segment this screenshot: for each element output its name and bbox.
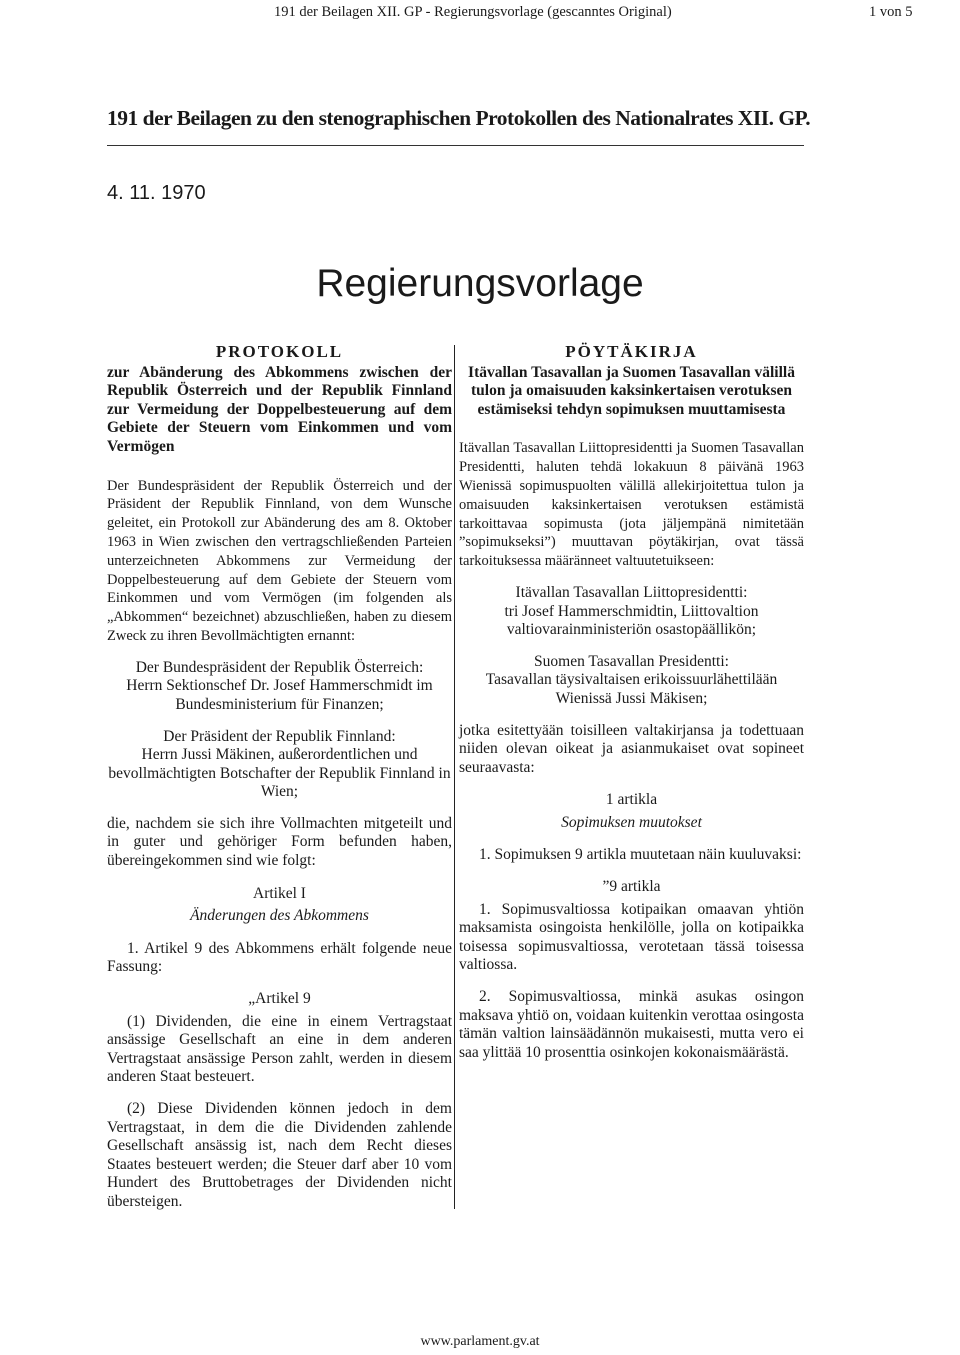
german-preamble: Der Bundespräsident der Republik Österreich und der Präsident der Republik Finnland, von dem Wunsche geleitet, ein Protokoll zur Abänderung des am 8. Oktober 1963 in Wien zwischen den vertragschließenden Parteien unterzeichneten Abkommens zur Vermeidung der Doppelbesteuerung auf dem Gebiete der Steuern vom Einkommen und vom Vermögen (im folgenden als „Abkommen“ bezeichnet) abzuschließen, haben zu diesem Zweck zu ihren Bevollmächtigten ernannt:: [107, 477, 452, 644]
finnish-agreement-clause: jotka esitettyään toisilleen valtakirjansa ja todettuaan niiden olevan oikeat ja asianmukaiset ovat sopineet seuraavasta:: [459, 721, 804, 776]
document-date: 4. 11. 1970: [107, 182, 206, 204]
finnish-article-title: 1 artikla: [605, 791, 658, 809]
german-plenipotentiary-1: Herrn Sektionschef Dr. Josef Hammerschmidt im Bundesministerium für Finanzen;: [126, 677, 433, 713]
finnish-column: [459, 343, 804, 1075]
title-rule: [107, 145, 804, 146]
finnish-article-9-title: ”9 artikla: [602, 878, 661, 896]
german-article-9-title: „Artikel 9: [248, 990, 311, 1008]
german-plenipotentiary-2-head: Der Präsident der Republik Finnland:: [163, 727, 396, 745]
finnish-plenipotentiary-2: Tasavallan täysivaltaisen erikoissuurlähettilään Wienissä Jussi Mäkisen;: [485, 671, 778, 707]
finnish-article-paragraph: 1. Sopimuksen 9 artikla muutetaan näin kuuluvaksi:: [479, 846, 802, 864]
german-column: [107, 343, 452, 1225]
finnish-subtitle: Itävallan Tasavallan ja Suomen Tasavallan välillä tulon ja omaisuuden kaksinkertaisen verotuksen estämiseksi tehdyn sopimuksen muuttamisesta: [468, 363, 795, 418]
finnish-article-9-paragraph-2: 2. Sopimusvaltiossa, minkä asukas osingon maksava yhtiö on, voidaan kuitenkin verottaa osingosta tämän valtion lainsäädännön mukaisesti, mutta vero ei saa ylittää 10 prosenttia osinkojen kokonaismäärästä.: [459, 988, 804, 1061]
german-article-subtitle: Änderungen des Abkommens: [190, 907, 369, 925]
german-subtitle: zur Abänderung des Abkommens zwischen der Republik Österreich und der Republik Finnland zur Vermeidung der Doppelbesteuerung auf dem Gebiete der Steuern vom Einkommen und vom Vermögen: [107, 363, 452, 455]
column-divider: [454, 345, 455, 1209]
german-article-9-paragraph-2: (2) Diese Dividenden können jedoch in dem Vertragstaat, in dem die die Dividenden zahlende Gesellschaft ansässig ist, nach dem Recht dieses Staates besteuert werden; die Steuer darf aber 10 vom Hundert des Bruttobetrages der Dividenden nicht übersteigen.: [107, 1100, 452, 1210]
german-title: PROTOKOLL: [215, 342, 344, 361]
main-title: Regierungsvorlage: [316, 262, 644, 305]
german-plenipotentiary-1-head: Der Bundespräsident der Republik Österreich:: [135, 658, 424, 676]
footer-url: www.parlament.gv.at: [420, 1334, 540, 1349]
german-article-title: Artikel I: [253, 884, 306, 902]
finnish-plenipotentiary-1-head: Itävallan Tasavallan Liittopresidentti:: [515, 583, 748, 601]
running-header-title: 191 der Beilagen XII. GP - Regierungsvorlage (gescanntes Original): [274, 4, 672, 20]
gazette-title: 191 der Beilagen zu den stenographischen Protokollen des Nationalrates XII. GP.: [107, 106, 811, 130]
finnish-plenipotentiary-1: tri Josef Hammerschmidtin, Liittovaltion valtiovarainministeriön osastopäällikön;: [504, 602, 759, 639]
finnish-title: PÖYTÄKIRJA: [565, 342, 698, 361]
german-plenipotentiary-2: Herrn Jussi Mäkinen, außerordentlichen und bevollmächtigten Botschafter der Republik Finnland in Wien;: [108, 746, 451, 801]
german-article-9-paragraph-1: (1) Dividenden, die eine in einem Vertragstaat ansässige Gesellschaft an eine in dem anderen Vertragstaat ansässige Person zahlt, werden in diesem anderen Staat besteuert.: [107, 1012, 452, 1086]
german-agreement-clause: die, nachdem sie sich ihre Vollmachten mitgeteilt und in guter und gehöriger Form befunden haben, übereingekommen sind wie folgt:: [107, 814, 452, 870]
running-header: [0, 0, 960, 20]
page-counter: 1 von 5: [869, 4, 913, 20]
finnish-article-subtitle: Sopimuksen muutokset: [561, 813, 702, 831]
finnish-preamble: Itävallan Tasavallan Liittopresidentti ja Suomen Tasavallan Presidentti, haluten tehdä lokakuun 8 päivänä 1963 Wienissä sopimuspuolten välillä allekirjoitettua tulon ja omaisuuden kaksinkertaisen verotuksen estämistä tarkoittavaa sopimusta (jota jäljempänä nimitetään ”sopimukseksi”) muuttavan pöytäkirjan, ovat tässä tarkoituksessa määränneet valtuutetuikseen:: [459, 440, 804, 570]
finnish-plenipotentiary-2-head: Suomen Tasavallan Presidentti:: [534, 652, 729, 670]
german-article-paragraph: 1. Artikel 9 des Abkommens erhält folgende neue Fassung:: [107, 939, 452, 976]
finnish-article-9-paragraph-1: 1. Sopimusvaltiossa kotipaikan omaavan yhtiön maksamista osingoista henkilölle, jolla on kotipaikka toisessa sopimusvaltiossa, verotetaan tässä toisessa valtiossa.: [459, 900, 804, 974]
